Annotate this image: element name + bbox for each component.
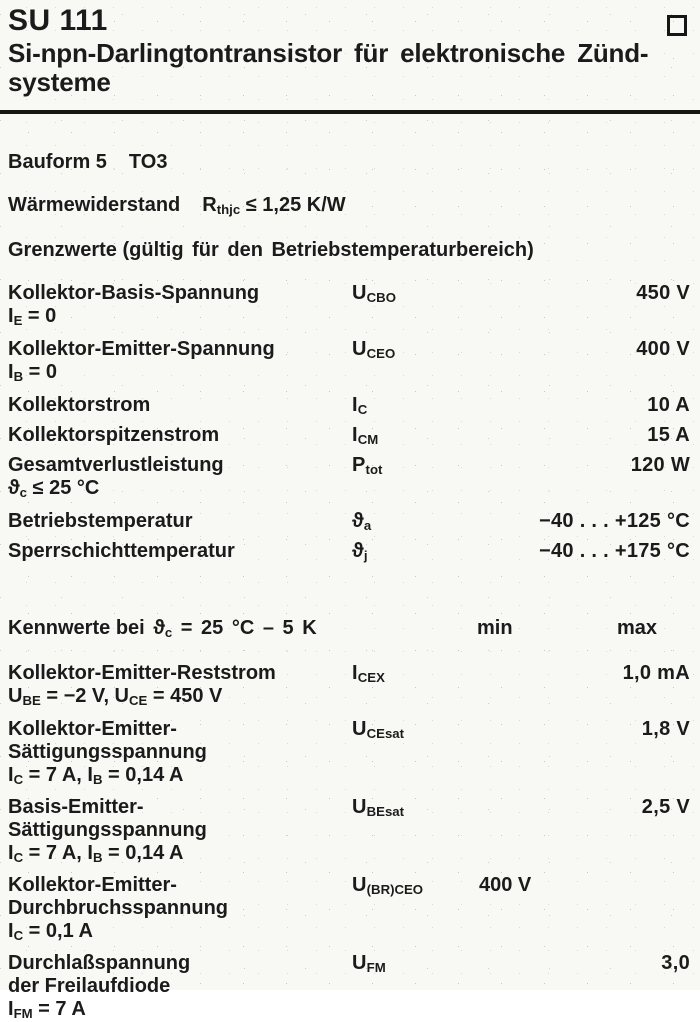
subscript: CE — [129, 693, 148, 709]
table-row — [8, 952, 690, 1022]
row-max-value: −40 . . . +125 °C — [539, 510, 690, 532]
row-parameter-label — [8, 338, 352, 385]
table-row — [8, 874, 690, 944]
row-label-line: IE = 0 — [8, 305, 57, 329]
table-row — [8, 796, 690, 866]
subscript: CEX — [357, 670, 385, 686]
grenzwerte-heading-term: Grenzwerte — [8, 239, 117, 261]
row-max-value: 15 A — [647, 424, 690, 446]
row-label-line: Betriebstemperatur — [8, 510, 193, 532]
row-label-line: Kollektorstrom — [8, 394, 151, 416]
row-label-line: Kollektor-Emitter-Spannung — [8, 338, 275, 360]
row-symbol: UBEsat — [352, 796, 405, 820]
row-min-value — [479, 796, 568, 866]
row-max-value: 120 W — [630, 454, 690, 476]
row-symbol: Ptot — [352, 454, 383, 478]
subscript: C — [13, 850, 24, 866]
row-parameter-label — [8, 424, 352, 448]
row-max-value — [568, 874, 690, 944]
row-symbol: ICEX — [352, 662, 385, 686]
row-label-line: IB = 0 — [8, 361, 58, 385]
subscript: E — [13, 313, 23, 329]
part-number: SU 111 — [8, 4, 108, 37]
row-label-line: Kollektorspitzenstrom — [8, 424, 220, 446]
row-min-value: 400 V — [479, 874, 532, 896]
row-parameter-label — [8, 282, 352, 329]
table-row — [8, 338, 690, 385]
row-label-line: Kollektor-Basis-Spannung — [8, 282, 260, 304]
subscript: a — [363, 518, 372, 534]
column-header-max: max — [617, 617, 658, 639]
row-label-line: Sättigungsspannung — [8, 819, 207, 841]
row-symbol: ϑj — [352, 540, 368, 564]
subscript: CEO — [366, 346, 396, 362]
row-symbol: UCEsat — [352, 718, 405, 742]
row-label-line: Gesamtverlustleistung — [8, 454, 224, 476]
kennwerte-table — [8, 662, 690, 1022]
subscript: B — [13, 369, 24, 385]
row-max-value: 450 V — [636, 282, 690, 304]
row-symbol: UCEO — [352, 338, 396, 362]
subscript: (BR)CEO — [366, 882, 424, 898]
row-max-value: 1,8 V — [641, 718, 690, 740]
grenzwerte-heading-note: (gültig für den Betriebstemperaturbereich) — [122, 239, 534, 261]
subscript: C — [13, 928, 24, 944]
corner-square-icon — [667, 15, 687, 36]
subscript: B — [92, 772, 103, 788]
row-label-line: Sättigungsspannung — [8, 741, 207, 763]
table-row — [8, 454, 690, 501]
row-min-value — [479, 952, 568, 1022]
table-row — [8, 394, 690, 418]
row-parameter-label — [8, 454, 352, 501]
subscript: tot — [365, 462, 383, 478]
row-label-line: IC = 7 A, IB = 0,14 A — [8, 842, 184, 866]
row-max-value: 10 A — [647, 394, 690, 416]
subscript: BEsat — [366, 804, 405, 820]
row-label-line: Durchlaßspannung — [8, 952, 191, 974]
page-title — [8, 39, 690, 97]
thermal-resistance-label: Wärmewiderstand — [8, 194, 181, 216]
header-divider — [0, 110, 700, 114]
subscript: C — [357, 402, 368, 418]
row-max-value: −40 . . . +175 °C — [539, 540, 690, 562]
package-value: TO3 — [128, 151, 168, 173]
page-title-line2: systeme — [8, 67, 111, 97]
package-line — [8, 151, 690, 174]
row-label-line: IC = 7 A, IB = 0,14 A — [8, 764, 184, 788]
row-min-value — [479, 718, 568, 788]
row-symbol: UFM — [352, 952, 386, 976]
subscript: CEsat — [366, 726, 405, 742]
subscript: thjc — [216, 202, 241, 218]
row-label-line: IC = 0,1 A — [8, 920, 93, 944]
grenzwerte-table — [8, 282, 690, 564]
row-label-line: Kollektor-Emitter- — [8, 718, 177, 740]
thermal-resistance-line — [8, 194, 690, 218]
row-label-line: Durchbruchsspannung — [8, 897, 229, 919]
row-label-line: UBE = −2 V, UCE = 450 V — [8, 685, 223, 709]
row-label-line: ϑc ≤ 25 °C — [8, 477, 100, 501]
subscript: B — [92, 850, 103, 866]
row-symbol: IC — [352, 394, 368, 418]
row-parameter-label — [8, 510, 352, 534]
row-max-value: 3,0 — [661, 952, 690, 974]
thermal-resistance-value: Rthjc ≤ 1,25 K/W — [202, 194, 346, 218]
row-label-line: Kollektor-Emitter-Reststrom — [8, 662, 276, 684]
row-label-line: Sperrschichttemperatur — [8, 540, 235, 562]
subscript: BE — [22, 693, 41, 709]
row-label-line: IFM = 7 A — [8, 998, 86, 1022]
package-label: Bauform 5 — [8, 151, 107, 173]
row-max-value: 400 V — [636, 338, 690, 360]
row-symbol: U(BR)CEO — [352, 874, 424, 898]
row-parameter-label — [8, 796, 352, 866]
table-row — [8, 662, 690, 709]
page-title-line1: Si-npn-Darlingtontransistor für elektronische Zünd- — [8, 38, 649, 68]
row-label-line: der Freilaufdiode — [8, 975, 171, 997]
row-label-line: Basis-Emitter- — [8, 796, 144, 818]
kennwerte-heading-term: Kennwerte — [8, 617, 111, 639]
subscript: c — [164, 625, 173, 641]
row-parameter-label — [8, 540, 352, 564]
kennwerte-section-heading — [8, 616, 690, 642]
row-parameter-label — [8, 662, 352, 709]
row-symbol: ICM — [352, 424, 379, 448]
subscript: FM — [366, 960, 386, 976]
grenzwerte-section-heading — [8, 238, 690, 262]
table-row — [8, 282, 690, 329]
subscript: c — [19, 485, 27, 501]
row-parameter-label — [8, 952, 352, 1022]
table-row — [8, 540, 690, 564]
row-label-line: Kollektor-Emitter- — [8, 874, 177, 896]
subscript: CM — [357, 432, 379, 448]
subscript: FM — [13, 1006, 33, 1022]
row-max-value: 1,0 mA — [622, 662, 690, 684]
row-parameter-label — [8, 718, 352, 788]
row-parameter-label — [8, 394, 352, 418]
table-row — [8, 424, 690, 448]
column-header-min: min — [477, 617, 513, 639]
row-min-value — [479, 662, 568, 709]
table-row — [8, 510, 690, 534]
row-symbol: UCBO — [352, 282, 396, 306]
subscript: CBO — [366, 290, 396, 306]
subscript: j — [363, 548, 368, 564]
row-max-value: 2,5 V — [641, 796, 690, 818]
kennwerte-heading-conditions: bei ϑc = 25 °C – 5 K — [115, 617, 317, 641]
subscript: C — [13, 772, 24, 788]
row-symbol: ϑa — [352, 510, 372, 534]
table-row — [8, 718, 690, 788]
row-parameter-label — [8, 874, 352, 944]
